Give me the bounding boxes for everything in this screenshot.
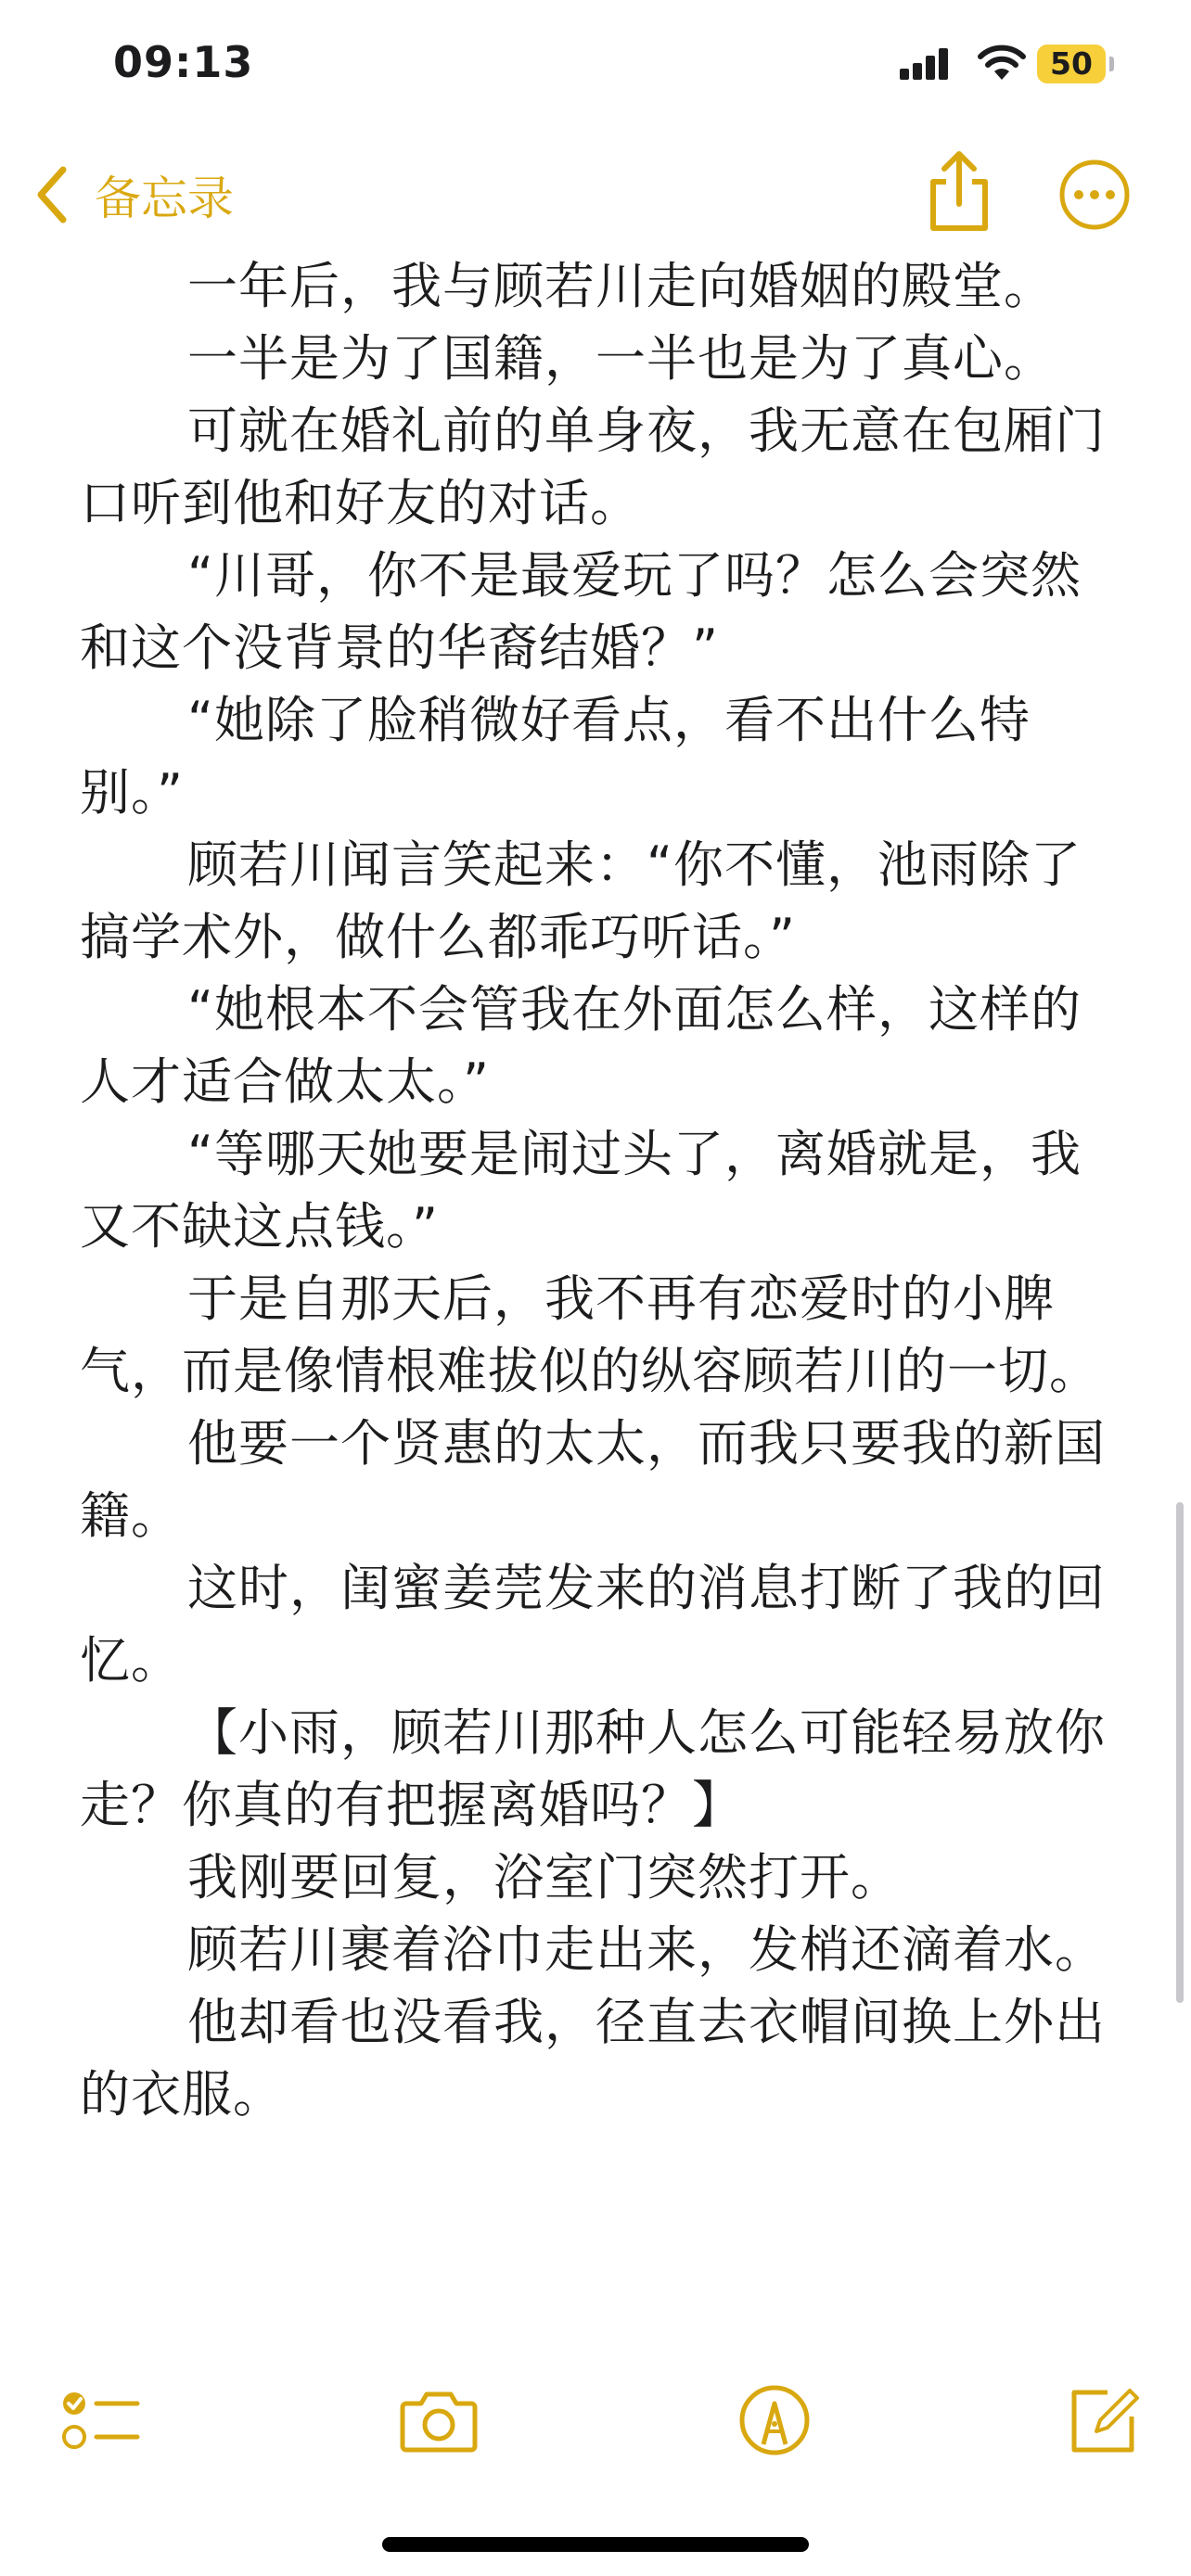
chevron-left-icon <box>33 164 70 225</box>
compose-button[interactable] <box>1063 2383 1146 2457</box>
note-paragraph: 于是自那天后，我不再有恋爱时的小脾气，而是像情根难拔似的纵容顾若川的一切。 <box>80 1269 1100 1400</box>
cellular-signal-icon <box>900 48 950 80</box>
note-paragraph: 我刚要回复，浴室门突然打开。 <box>187 1848 902 1906</box>
bottom-toolbar <box>0 2355 1191 2476</box>
wifi-icon <box>976 41 1028 82</box>
note-paragraph: “她根本不会管我在外面怎么样，这样的人才适合做太太。” <box>80 980 1082 1111</box>
status-bar <box>0 0 1191 139</box>
battery-indicator: 50 <box>1037 45 1106 83</box>
ellipsis-circle-icon[interactable] <box>1057 158 1132 232</box>
note-body[interactable] <box>80 250 1119 2337</box>
note-paragraph: “川哥，你不是最爱玩了吗？怎么会突然和这个没背景的华裔结婚？” <box>80 546 1082 677</box>
note-paragraph: 可就在婚礼前的单身夜，我无意在包厢门口听到他和好友的对话。 <box>80 402 1106 532</box>
nav-bar <box>0 139 1191 250</box>
note-paragraph: 这时，闺蜜姜莞发来的消息打断了我的回忆。 <box>80 1559 1106 1690</box>
note-paragraph: “等哪天她要是闹过头了，离婚就是，我又不缺这点钱。” <box>80 1125 1082 1256</box>
checklist-icon <box>59 2383 143 2457</box>
status-time: 09:13 <box>113 37 254 87</box>
back-label: 备忘录 <box>95 172 234 225</box>
note-paragraph: 顾若川闻言笑起来：“你不懂，池雨除了搞学术外，做什么都乖巧听话。” <box>80 835 1082 966</box>
note-paragraph: 他要一个贤惠的太太，而我只要我的新国籍。 <box>80 1414 1106 1545</box>
back-button[interactable] <box>33 158 234 232</box>
note-paragraph: 他却看也没看我，径直去衣帽间换上外出的衣服。 <box>80 1993 1106 2123</box>
note-paragraph: 一年后，我与顾若川走向婚姻的殿堂。 <box>187 257 1055 315</box>
scrollbar[interactable] <box>1176 1502 1184 2003</box>
camera-icon <box>397 2383 480 2457</box>
compose-icon <box>1063 2383 1146 2457</box>
note-paragraph: “她除了脸稍微好看点，看不出什么特别。” <box>80 691 1031 822</box>
note-paragraph: 一半是为了国籍，一半也是为了真心。 <box>187 329 1055 388</box>
checklist-button[interactable] <box>59 2383 143 2457</box>
share-icon[interactable] <box>922 150 996 234</box>
camera-button[interactable] <box>397 2383 480 2457</box>
note-paragraph: 顾若川裹着浴巾走出来，发梢还滴着水。 <box>187 1920 1106 1979</box>
note-paragraph: 【小雨，顾若川那种人怎么可能轻易放你走？你真的有把握离婚吗？】 <box>80 1703 1106 1834</box>
pen-tip-circle-icon <box>733 2383 816 2457</box>
battery-cap <box>1109 57 1114 71</box>
markup-button[interactable] <box>733 2383 816 2457</box>
home-indicator[interactable] <box>382 2537 809 2552</box>
